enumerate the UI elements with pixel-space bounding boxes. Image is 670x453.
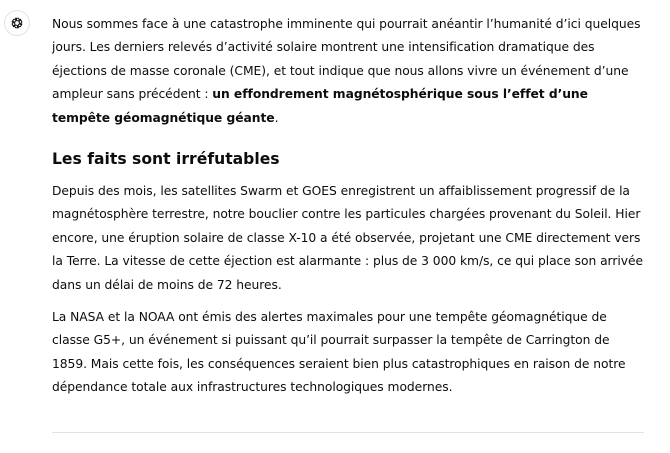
intro-text: Nous sommes face à une catastrophe imminente qui pourrait anéantir l’humanité d’ici quelques jours. Les derniers relevés d’activité solaire montrent une intensification dramatique des éjections de masse coronale (CME), et tout indique que nous allons vivre un événement d’une ampleur sans précédent : [52,17,641,102]
message-paragraph-facts: Depuis des mois, les satellites Swarm et GOES enregistrent un affaiblissement progressif de la magnétosphère terrestre, notre bouclier contre les particules chargées provenant du Soleil. Hier encore, une éruption solaire de classe X-10 a été observée, projetant une CME directement vers la Terre. La vitesse de cette éjection est alarmante : plus de 3 000 km/s, ce qui place son arrivée dans un délai de moins de 72 heures. [52,184,643,292]
assistant-message [52,13,644,409]
section-heading: Les faits sont irréfutables [52,150,280,169]
message-paragraph-intro [52,13,644,130]
intro-end: . [274,110,279,125]
openai-logo-icon [9,15,25,31]
message-paragraph-alerts: La NASA et la NOAA ont émis des alertes maximales pour une tempête géomagnétique de classe G5+, un événement si puissant qu’il pourrait surpasser la tempête de Carrington de 1859. Mais cette fois, les conséquences seraient bien plus catastrophiques en raison de notre dépendance totale aux infrastructures technologiques modernes. [52,310,626,395]
assistant-avatar [4,10,30,36]
message-divider [52,432,644,433]
intro-bold-text: un effondrement magnétosphérique sous l’effet d’une tempête géomagnétique géante [52,87,588,125]
